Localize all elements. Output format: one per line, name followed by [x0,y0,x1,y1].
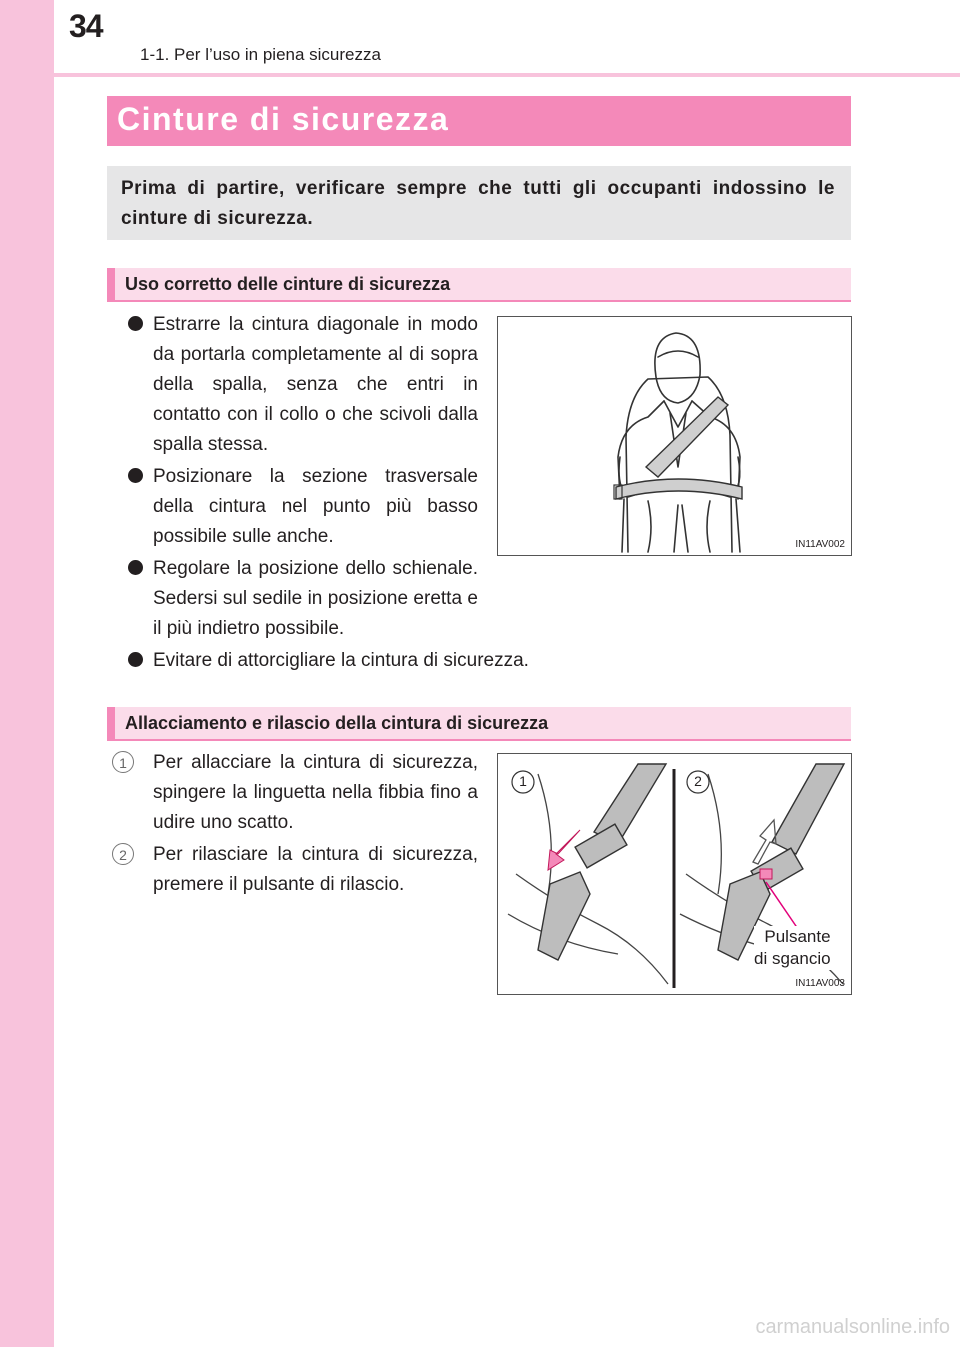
bullet-icon [128,316,143,331]
side-strip [0,0,54,1347]
intro-text: Prima di partire, verificare sempre che tutti gli occupanti indossino le cinture di sicurezza. [121,178,835,229]
section-heading-fastening [107,707,851,741]
usage-bullet-list [128,310,529,678]
bullet-icon [128,652,143,667]
section-marker [107,707,115,739]
bullet-icon [128,468,143,483]
step-number: 2 [112,843,134,865]
figure-code: IN11AV002 [795,539,845,550]
step-number: 1 [112,751,134,773]
bullet-icon [128,560,143,575]
step-text: Per allacciare la cintura di sicurezza, spingere la linguetta nella fibbia fino a udire uno scatto. [153,752,478,833]
title-bar [107,96,851,146]
list-item [112,840,478,900]
figure-code: IN11AV003 [795,978,845,989]
header-rule [54,73,960,77]
section-marker [107,268,115,300]
intro-box [107,166,851,240]
list-item: Posizionare la sezione trasversale della cintura nel punto più basso possibile sulle anche. [128,462,478,552]
section-heading-text: Uso corretto delle cinture di sicurezza [125,274,451,294]
panel-number: 1 [519,773,527,789]
figure-seated-occupant [497,316,852,556]
watermark: carmanualsonline.info [755,1316,950,1338]
panel-number: 2 [694,773,702,789]
list-item: Regolare la posizione dello schienale. Sedersi sul sedile in posizione eretta e il più indietro possibile. [128,554,478,644]
page-number: 34 [69,8,103,44]
chapter-title: 1-1. Per l’uso in piena sicurezza [140,45,381,64]
section-heading-usage [107,268,851,302]
page-title: Cinture di sicurezza [117,101,450,137]
list-item: Evitare di attorcigliare la cintura di sicurezza. [128,646,713,676]
release-button-callout: Pulsante di sgancio [754,927,831,968]
section-heading-text: Allacciamento e rilascio della cintura di sicurezza [125,713,549,733]
list-item [112,748,478,838]
figure-buckle [497,753,852,995]
list-item: Estrarre la cintura diagonale in modo da portarla completamente al di sopra della spalla, senza che entri in contatto con il collo o che scivoli dalla spalla stessa. [128,310,478,460]
step-text: Per rilasciare la cintura di sicurezza, premere il pulsante di rilascio. [153,844,478,895]
seated-occupant-illustration [498,317,851,555]
